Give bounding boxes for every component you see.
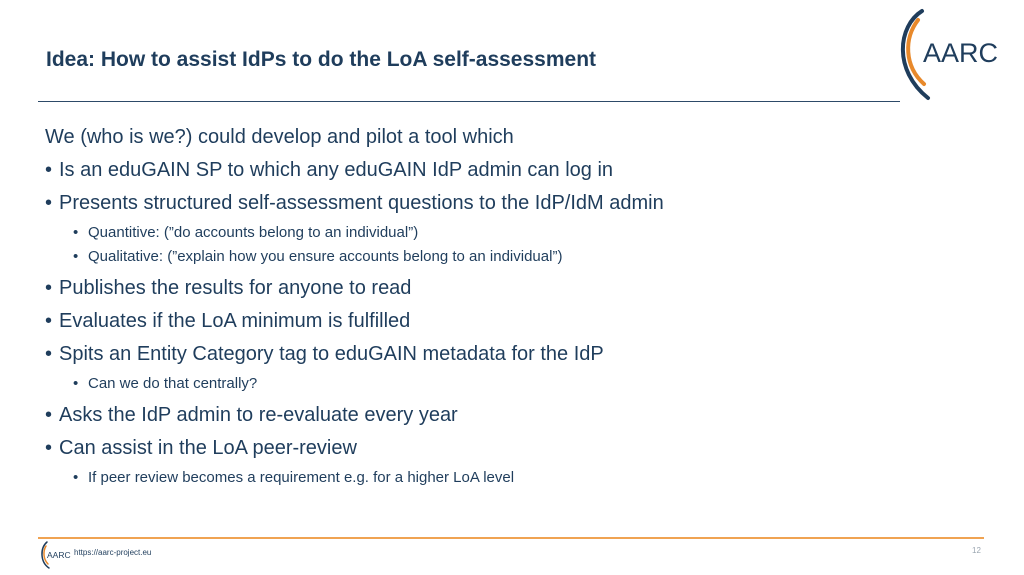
aarc-logo — [888, 8, 998, 104]
sub-bullet-item: • If peer review becomes a requirement e.g. for a higher LoA level — [73, 466, 965, 490]
bullet-text: Can assist in the LoA peer-review — [59, 437, 357, 459]
slide-title: Idea: How to assist IdPs to do the LoA self-assessment — [46, 48, 597, 71]
logo-text: AARC — [923, 38, 998, 68]
footer-divider — [38, 537, 984, 539]
sub-bullet-group — [73, 466, 965, 490]
title-divider — [38, 101, 900, 102]
bullet-item — [45, 339, 965, 369]
bullet-list — [45, 155, 965, 490]
bullet-text: Is an eduGAIN SP to which any eduGAIN IdP admin can log in — [59, 159, 614, 181]
sub-bullet-group — [73, 221, 965, 269]
sub-bullet-item: • Can we do that centrally? — [73, 372, 965, 396]
bullet-item — [45, 433, 965, 463]
footer-url-link[interactable]: https://aarc-project.eu — [74, 548, 152, 557]
page-number: 12 — [972, 546, 981, 555]
bullet-text: Publishes the results for anyone to read — [59, 277, 412, 299]
bullet-text: Asks the IdP admin to re-evaluate every year — [59, 404, 458, 426]
bullet-text: Evaluates if the LoA minimum is fulfilled — [59, 310, 411, 332]
sub-bullet-list — [73, 466, 965, 490]
sub-bullet-item: • Qualitative: (”explain how you ensure accounts belong to an individual”) — [73, 245, 965, 269]
bullet-text: Presents structured self-assessment questions to the IdP/IdM admin — [59, 192, 664, 214]
footer-logo — [38, 540, 74, 570]
sub-bullet-item: • Quantitive: (”do accounts belong to an individual”) — [73, 221, 965, 245]
bullet-item — [45, 188, 965, 218]
footer-logo-text: AARC — [47, 550, 71, 560]
sub-bullet-list — [73, 372, 965, 396]
bullet-item — [45, 400, 965, 430]
sub-bullet-group — [73, 372, 965, 396]
bullet-item — [45, 273, 965, 303]
bullet-item — [45, 306, 965, 336]
bullet-item — [45, 155, 965, 185]
sub-bullet-list — [73, 221, 965, 269]
intro-text: We (who is we?) could develop and pilot a tool which — [45, 126, 514, 148]
slide-body — [45, 122, 965, 494]
bullet-text: Spits an Entity Category tag to eduGAIN metadata for the IdP — [59, 343, 604, 365]
